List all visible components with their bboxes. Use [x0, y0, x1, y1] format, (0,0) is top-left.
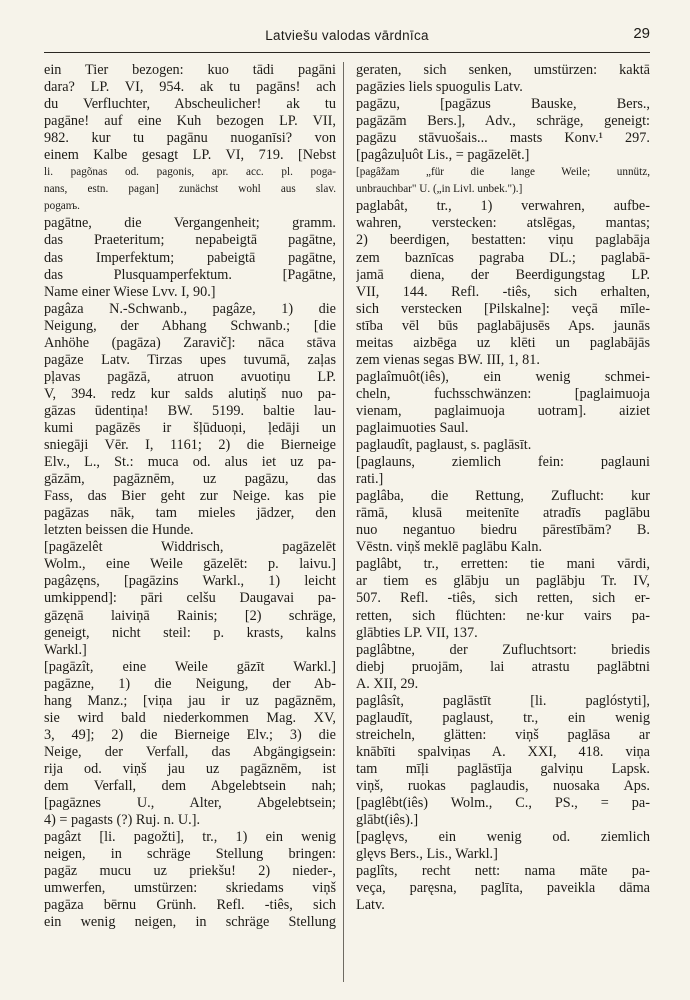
- text-line: pagâzt [li. pagožti], tr., 1) ein wenig: [44, 829, 336, 846]
- page-number: 29: [633, 25, 650, 42]
- text-line: pagāzne, 1) die Neigung, der Ab-: [44, 675, 336, 692]
- left-column: [44, 62, 336, 931]
- text-line: gāzām, pagāznēm, uz pagāzu, das: [44, 471, 336, 488]
- text-line: 507. Refl. -tiês, sich retten, sich er-: [356, 590, 650, 607]
- text-line: [pagâzuļuôt Lis., = pagāzelēt.]: [356, 147, 530, 164]
- text-line: pagāze Latv. Tirzas upes tuvumā, zaļas: [44, 351, 336, 368]
- running-header: [44, 22, 650, 53]
- text-line: pagāzies liels spuogulis Latv.: [356, 79, 523, 96]
- text-line: [pagāzelêt Widdrisch, pagāzelēt: [44, 539, 336, 556]
- text-line: poganъ.: [44, 200, 80, 213]
- text-line: zem vienas segas BW. III, 1, 81.: [356, 351, 540, 368]
- text-line: 3, 49]; 2) die Bierneige Elv.; 3) die: [44, 726, 336, 743]
- text-line: paglîts, recht nett: nama māte pa-: [356, 863, 650, 880]
- text-line: rāmā, klusā meitenīte atradīs paglābu: [356, 505, 650, 522]
- text-line: zem baznīcas pagraba DL.; paglabā-: [356, 249, 650, 266]
- text-line: pagāzu stāvuošais... masts Konv.¹ 297.: [356, 130, 650, 147]
- text-line: paglâba, die Rettung, Zuflucht: kur: [356, 488, 650, 505]
- text-line: das Plusquamperfektum. [Pagātne,: [44, 266, 336, 283]
- text-line: geneigt, nicht steil: p. krasts, kalns: [44, 624, 336, 641]
- text-line: 4) = pagasts (?) Ruj. n. U.].: [44, 812, 201, 829]
- text-line: das Praeteritum; nepabeigtā pagātne,: [44, 232, 336, 249]
- text-line: wahren, verstecken: atslēgas, mantas;: [356, 215, 650, 232]
- text-line: A. XII, 29.: [356, 675, 419, 692]
- text-line: dara? LP. VI, 954. ak tu pagāns! ach: [44, 79, 336, 96]
- text-line: kumi pagāzēs ir šļūduoņi, ļedāji un: [44, 419, 336, 436]
- text-line: rati.]: [356, 471, 384, 488]
- text-line: glęvs Bers., Lis., Warkl.]: [356, 846, 498, 863]
- text-line: glābt(iês).]: [356, 812, 419, 829]
- text-line: gāzas ūdentiņa! BW. 5199. baltie lau-: [44, 402, 336, 419]
- text-line: paglaudît, paglaust, s. paglāsīt.: [356, 437, 532, 454]
- text-line: sie wird bald niederkommen Mag. XV,: [44, 709, 336, 726]
- text-line: stība vēl būs paglabājusēs Aps. jaunās: [356, 317, 650, 334]
- text-line: paglabât, tr., 1) verwahren, aufbe-: [356, 198, 650, 215]
- text-line: pagāne! auf eine Kuh bezogen LP. VII,: [44, 113, 336, 130]
- text-line: veça, paręsna, paglīta, paveikla dāma: [356, 880, 650, 897]
- text-line: V, 394. redz kur salds alutiņš nuo pa-: [44, 385, 336, 402]
- text-line: [pagâžam „für die lange Weile; unnütz,: [356, 166, 650, 179]
- text-line: unbrauchbar" U. („in Livl. unbek.").]: [356, 183, 523, 196]
- text-line: pagāza bērnu Grünh. Refl. -tiês, sich: [44, 897, 336, 914]
- text-line: pagāz mucu uz priekšu! 2) nieder-,: [44, 863, 336, 880]
- text-line: li. pagõnas od. pagonis, apr. acc. pl. poga-: [44, 166, 336, 179]
- text-line: paglaîmuôt(iês), ein wenig schmei-: [356, 368, 650, 385]
- text-line: pagāzām Bers.], Adv., schräge, geneigt:: [356, 113, 650, 130]
- text-line: [pagāzît, eine Weile gāzīt Warkl.]: [44, 658, 336, 675]
- text-line: paglâsît, paglāstīt [li. paglóstyti],: [356, 692, 650, 709]
- running-title: Latviešu valodas vārdnīca: [265, 28, 429, 43]
- text-line: glābties LP. VII, 137.: [356, 624, 478, 641]
- text-line: knābīti spalviņas A. XXI, 418. viņa: [356, 743, 650, 760]
- text-line: du Verfluchter, Abscheulicher! ak tu: [44, 96, 336, 113]
- text-line: einem Kalbe gesagt LP. VI, 719. [Nebst: [44, 147, 336, 164]
- text-line: [paglęvs, ein wenig od. ziemlich: [356, 829, 650, 846]
- text-line: hang Manz.; [viņa jau ir uz pagāznēm,: [44, 692, 336, 709]
- text-line: pagātne, die Vergangenheit; gramm.: [44, 215, 336, 232]
- text-line: geraten, sich senken, umstürzen: kaktā: [356, 62, 650, 78]
- text-line: Warkl.]: [44, 641, 87, 658]
- text-line: neigen, in schräge Stellung bringen:: [44, 846, 336, 863]
- text-line: paglaimuoties Saul.: [356, 419, 469, 436]
- text-line: gāzęnā laiviņā Rainis; [2) schräge,: [44, 607, 336, 624]
- text-line: Neigung, der Abhang Schwanb.; [die: [44, 317, 336, 334]
- text-line: streicheln, glätten: viņš paglāsa ar: [356, 726, 650, 743]
- text-line: Fass, das Bier geht zur Neige. kas pie: [44, 488, 336, 505]
- text-line: paglâbtne, der Zufluchtsort: briedis: [356, 641, 650, 658]
- text-line: paglaudīt, paglaust, tr., ein wenig: [356, 709, 650, 726]
- text-line: meitas aizbēga uz klēti un paglabājās: [356, 334, 650, 351]
- text-line: dem Verfall, dem Abgelebtsein nah;: [44, 777, 336, 794]
- text-line: [paglauns, ziemlich fein: paglauni: [356, 454, 650, 471]
- text-line: nans, estn. pagan] zunächst wohl aus slav.: [44, 183, 336, 196]
- text-line: umwerfen, umstürzen: skriedams viņš: [44, 880, 336, 897]
- text-line: VII, 144. Refl. -tiês, sich erhalten,: [356, 283, 650, 300]
- text-line: ein Tier bezogen: kuo tādi pagāni: [44, 62, 336, 78]
- text-line: paglâbt, tr., erretten: tie mani vārdi,: [356, 556, 650, 573]
- text-line: pagāzu, [pagāzus Bauske, Bers.,: [356, 96, 650, 113]
- text-line: Neige, der Verfall, das Abgängigsein:: [44, 743, 336, 760]
- right-column: [356, 62, 650, 914]
- text-line: [paglêbt(iês) Wolm., C., PS., = pa-: [356, 795, 650, 812]
- text-line: diebj pruojām, lai atrastu paglābtni: [356, 658, 650, 675]
- text-line: retten, sich flüchten: ne·kur vairs pa-: [356, 607, 650, 624]
- text-line: umkippend]: pāri celšu Daugavai pa-: [44, 590, 336, 607]
- text-line: rija od. viņš jau uz pagāznēm, ist: [44, 760, 336, 777]
- text-line: Vēstn. viņš meklē paglābu Kaln.: [356, 539, 543, 556]
- column-divider: [343, 62, 344, 982]
- text-line: ein wenig neigen, in schräge Stellung: [44, 914, 336, 931]
- text-line: viņš, ruokas paglaudis, nuosaka Aps.: [356, 777, 650, 794]
- text-line: sich verstecken [Pilskalne]: veçā mīle-: [356, 300, 650, 317]
- text-line: [pagāznes U., Alter, Abgelebtsein;: [44, 795, 336, 812]
- text-line: cheln, fuchsschwänzen: [paglaimuoja: [356, 385, 650, 402]
- text-line: Wolm., eine Weile gāzelēt: p. laivu.]: [44, 556, 336, 573]
- text-line: ar tiem es glābju un paglābju Tr. IV,: [356, 573, 650, 590]
- text-line: das Imperfektum; pabeigtā pagātne,: [44, 249, 336, 266]
- text-line: Anhöhe (pagāza) Zaravič]: nāca stāva: [44, 334, 336, 351]
- text-line: vienam, paglaimuoja uotram]. aiziet: [356, 402, 650, 419]
- text-line: pagāzas nāk, tam mieles jādzer, den: [44, 505, 336, 522]
- text-line: letzten beissen die Hunde.: [44, 522, 194, 539]
- text-line: Name einer Wiese Lvv. I, 90.]: [44, 283, 216, 300]
- text-line: sniegāji Vēr. I, 1161; 2) die Bierneige: [44, 437, 336, 454]
- text-line: pļavas pagāzā, atruon avuotiņu LP.: [44, 368, 336, 385]
- text-line: 982. kur tu pagānu nuoganīsi? von: [44, 130, 336, 147]
- text-line: nuo negantuo biedru pārestībām? B.: [356, 522, 650, 539]
- text-line: Latv.: [356, 897, 385, 914]
- text-line: tam mīļi paglāstīja galviņu Lapsk.: [356, 760, 650, 777]
- text-line: 2) beerdigen, bestatten: viņu paglabāja: [356, 232, 650, 249]
- text-line: pagâza N.-Schwanb., pagâze, 1) die: [44, 300, 336, 317]
- text-line: pagâzęns, [pagāzins Warkl., 1) leicht: [44, 573, 336, 590]
- text-line: Elv., L., St.: muca od. alus iet uz pa-: [44, 454, 336, 471]
- text-line: jamā diena, der Beerdigungstag LP.: [356, 266, 650, 283]
